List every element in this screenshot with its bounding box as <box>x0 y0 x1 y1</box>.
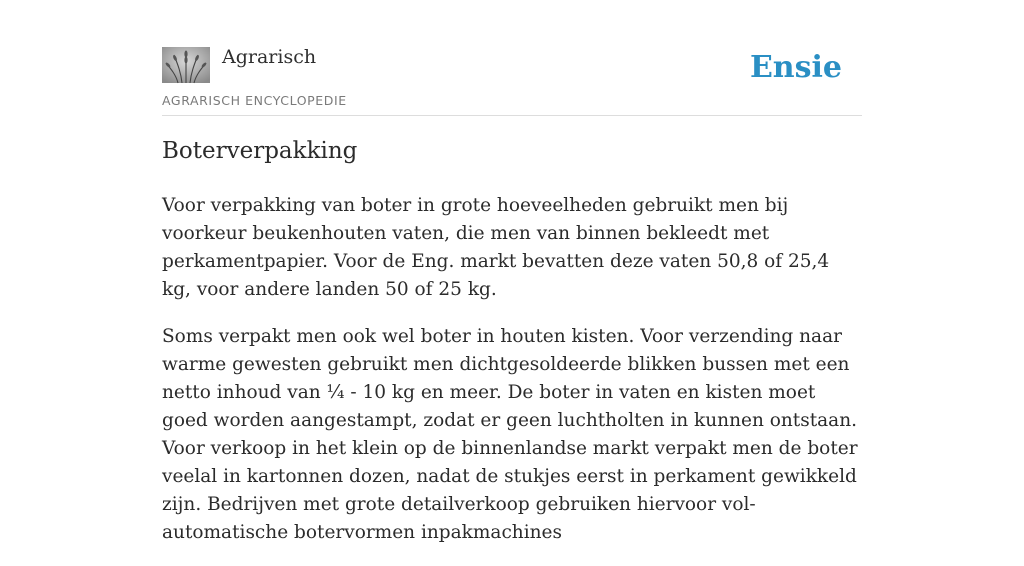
site-header <box>162 0 862 116</box>
source-subtitle: AGRARISCH ENCYCLOPEDIE <box>162 93 347 108</box>
article-paragraph: Soms verpakt men ook wel boter in houten kisten. Voor verzending naar warme gewesten gebruikt men dichtgesoldeerde blikken bussen met een netto inhoud van ¼ - 10 kg en meer. De boter in vaten en kisten moet goed worden aangestampt, zodat er geen luchtholten in kunnen ontstaan. Voor verkoop in het klein op de binnenlandse markt verpakt men de boter veelal in kartonnen dozen, nadat de stukjes eerst in perkament gewikkeld zijn. Bedrijven met grote detailverkoop gebruiken hiervoor vol-automatische botervormen inpakmachines <box>162 326 858 543</box>
page <box>162 0 862 543</box>
wheat-icon[interactable] <box>162 47 210 83</box>
source-name[interactable]: Agrarisch <box>222 46 317 68</box>
article-paragraph: Voor verpakking van boter in grote hoeveelheden gebruikt men bij voorkeur beukenhouten vaten, die men van binnen bekleedt met perkamentpapier. Voor de Eng. markt bevatten deze vaten 50,8 of 25,4 kg, voor andere landen 50 of 25 kg. <box>162 195 830 300</box>
article-title: Boterverpakking <box>162 138 358 164</box>
ensie-logo-link[interactable]: Ensie <box>749 50 842 85</box>
article-body <box>162 192 862 566</box>
